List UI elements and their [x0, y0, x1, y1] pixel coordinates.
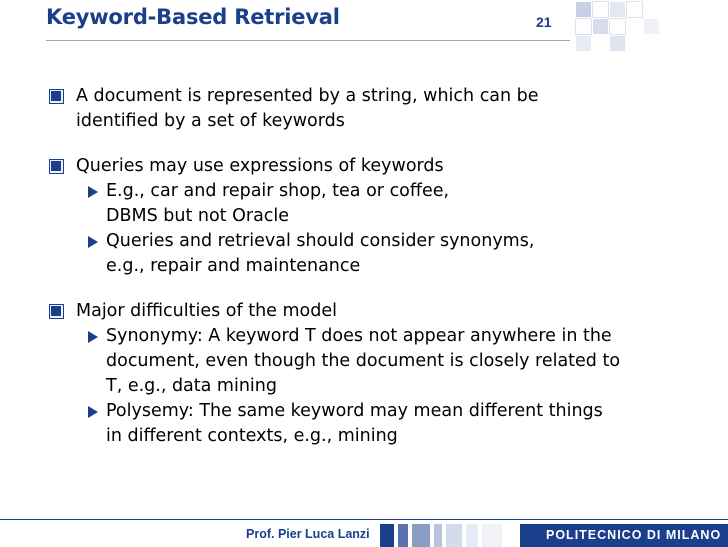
- spacer: [48, 279, 718, 299]
- checkbox-square-icon: [49, 89, 64, 104]
- triangle-arrow-icon: [88, 186, 98, 198]
- sub-bullet-line: E.g., car and repair shop, tea or coffee,: [106, 181, 450, 201]
- bullet-line: Queries may use expressions of keywords: [76, 156, 444, 176]
- triangle-arrow-icon: [88, 331, 98, 343]
- university-name: POLITECNICO DI MILANO: [546, 528, 722, 542]
- footer: [0, 524, 728, 547]
- triangle-arrow-icon: [88, 406, 98, 418]
- bullet-item: [48, 84, 718, 134]
- sub-bullet-line: in different contexts, e.g., mining: [106, 426, 398, 446]
- sub-bullet-item: [48, 179, 718, 229]
- bullet-line: A document is represented by a string, which can be: [76, 86, 539, 106]
- triangle-arrow-icon: [88, 236, 98, 248]
- sub-bullet-line: e.g., repair and maintenance: [106, 256, 361, 276]
- checkbox-square-icon: [49, 304, 64, 319]
- bullet-line: Major difficulties of the model: [76, 301, 337, 321]
- spacer: [48, 134, 718, 154]
- sub-bullet-item: [48, 324, 718, 399]
- title-divider: [46, 40, 570, 41]
- footer-author: Prof. Pier Luca Lanzi: [246, 527, 370, 541]
- bullet-item: [48, 154, 718, 179]
- bullet-line: identified by a set of keywords: [76, 111, 345, 131]
- sub-bullet-line: document, even though the document is closely related to: [106, 351, 621, 371]
- checkbox-square-icon: [49, 159, 64, 174]
- sub-bullet-line: T, e.g., data mining: [106, 376, 277, 396]
- sub-bullet-line: Synonymy: A keyword T does not appear anywhere in the: [106, 326, 612, 346]
- bullet-item: [48, 299, 718, 324]
- sub-bullet-line: Queries and retrieval should consider synonyms,: [106, 231, 535, 251]
- slide-content: [48, 84, 718, 449]
- sub-bullet-line: DBMS but not Oracle: [106, 206, 290, 226]
- slide-title: Keyword-Based Retrieval: [46, 5, 340, 29]
- footer-divider: [0, 519, 728, 520]
- sub-bullet-item: [48, 399, 718, 449]
- slide-number: 21: [536, 14, 552, 30]
- sub-bullet-item: [48, 229, 718, 279]
- university-banner: [520, 524, 728, 547]
- sub-bullet-line: Polysemy: The same keyword may mean different things: [106, 401, 603, 421]
- footer-decoration: [378, 524, 518, 547]
